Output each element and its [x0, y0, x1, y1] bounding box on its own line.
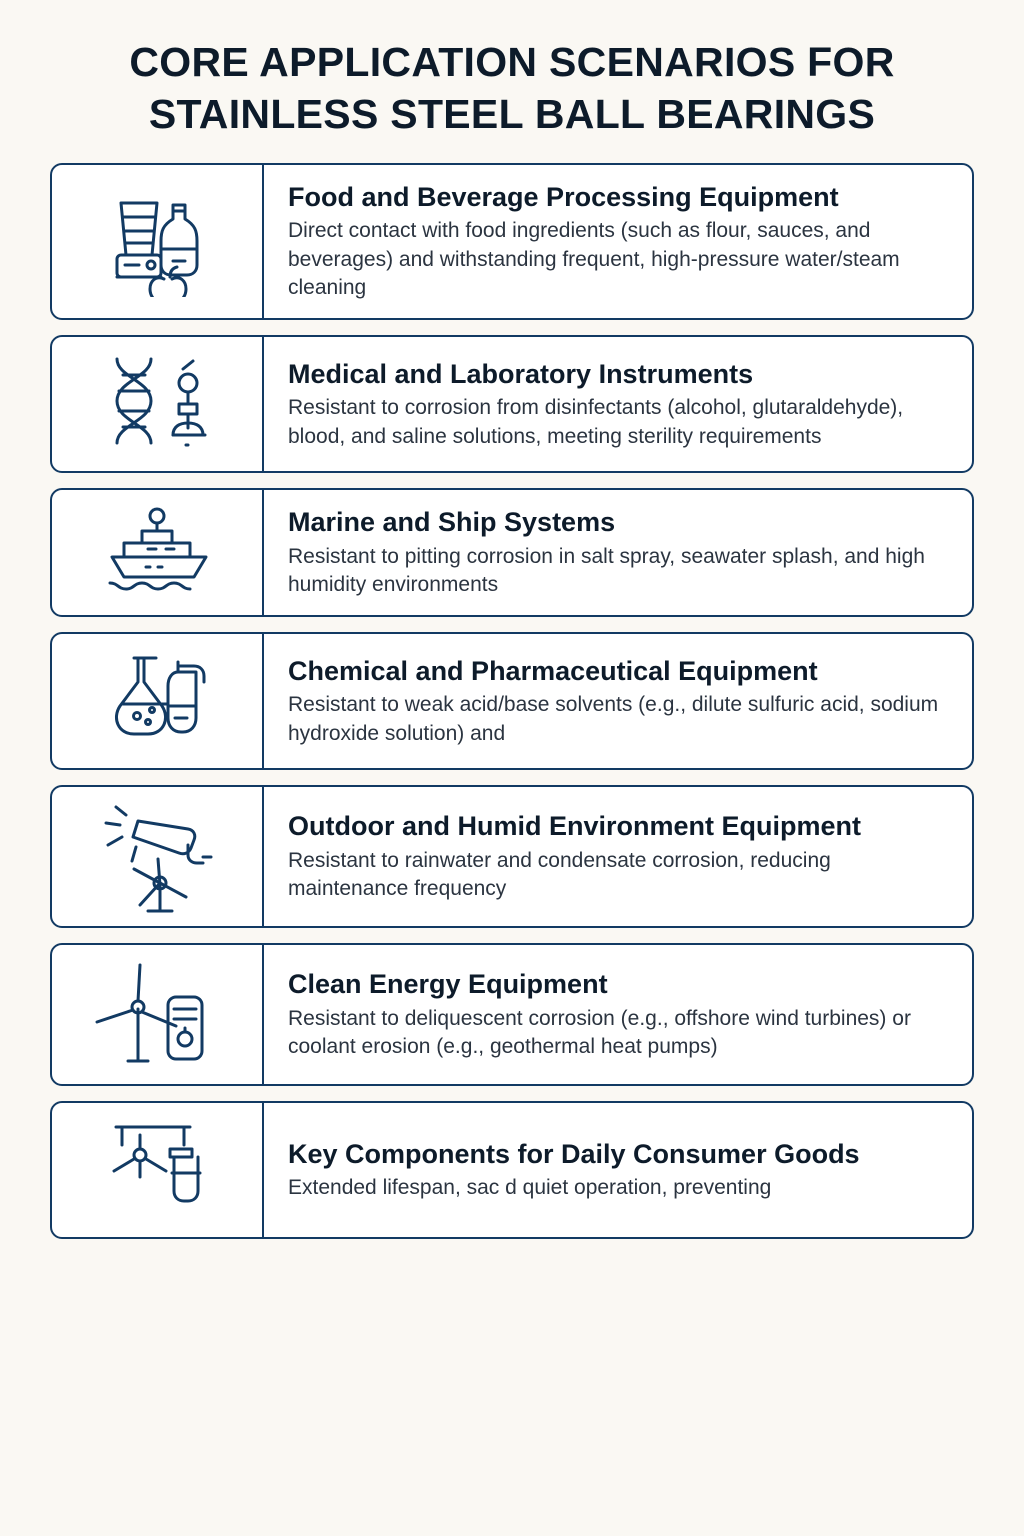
card-title: Medical and Laboratory Instruments	[288, 358, 754, 389]
wind-turbine-battery-icon	[52, 945, 264, 1084]
scenario-list	[0, 163, 1024, 1240]
list-item[interactable]	[50, 785, 974, 928]
security-camera-turbine-icon	[52, 787, 264, 926]
card-title: Marine and Ship Systems	[288, 507, 616, 538]
card-description: Resistant to rainwater and condensate corrosion, reducing maintenance frequency	[288, 848, 831, 901]
card-body	[264, 337, 972, 471]
page-title-line-1: CORE APPLICATION SCENARIOS FOR	[129, 39, 895, 85]
page-title	[0, 0, 1024, 141]
blender-bottle-apple-icon	[52, 165, 264, 318]
card-title: Key Components for Daily Consumer Goods	[288, 1139, 860, 1170]
card-title: Food and Beverage Processing Equipment	[288, 181, 839, 212]
card-body	[264, 165, 972, 318]
card-description: Resistant to corrosion from disinfectants (alcohol, glutaraldehyde), blood, and saline solutions, meeting sterility requirements	[288, 396, 904, 448]
list-item[interactable]	[50, 943, 974, 1086]
card-body	[264, 634, 972, 768]
list-item[interactable]	[50, 1101, 974, 1239]
list-item[interactable]	[50, 488, 974, 617]
card-description: Resistant to weak acid/base solvents (e.g., dilute sulfuric acid, sodium hydroxide solution) and	[288, 693, 939, 745]
ship-icon	[52, 490, 264, 615]
card-body	[264, 787, 972, 926]
flask-chemical-icon	[52, 634, 264, 768]
list-item[interactable]	[50, 632, 974, 770]
ceiling-fan-appliance-icon	[52, 1103, 264, 1237]
card-title: Outdoor and Humid Environment Equipment	[288, 811, 861, 842]
page-title-line-2: STAINLESS STEEL BALL BEARINGS	[148, 91, 876, 138]
card-title: Clean Energy Equipment	[288, 969, 608, 1000]
card-body	[264, 490, 972, 615]
list-item[interactable]	[50, 335, 974, 473]
list-item[interactable]	[50, 163, 974, 320]
card-description: Resistant to deliquescent corrosion (e.g., offshore wind turbines) or coolant erosion (e.g., geothermal heat pumps)	[288, 1006, 911, 1059]
card-description: Direct contact with food ingredients (such as flour, sauces, and beverages) and withstanding frequent, high-pressure water/steam cleaning	[288, 219, 900, 300]
card-body	[264, 945, 972, 1084]
card-body	[264, 1103, 972, 1237]
dna-microscope-icon	[52, 337, 264, 471]
card-description: Extended lifespan, sac d quiet operation, preventing	[288, 1176, 772, 1200]
card-description: Resistant to pitting corrosion in salt spray, seawater splash, and high humidity environments	[288, 544, 925, 597]
card-title: Chemical and Pharmaceutical Equipment	[288, 655, 818, 686]
